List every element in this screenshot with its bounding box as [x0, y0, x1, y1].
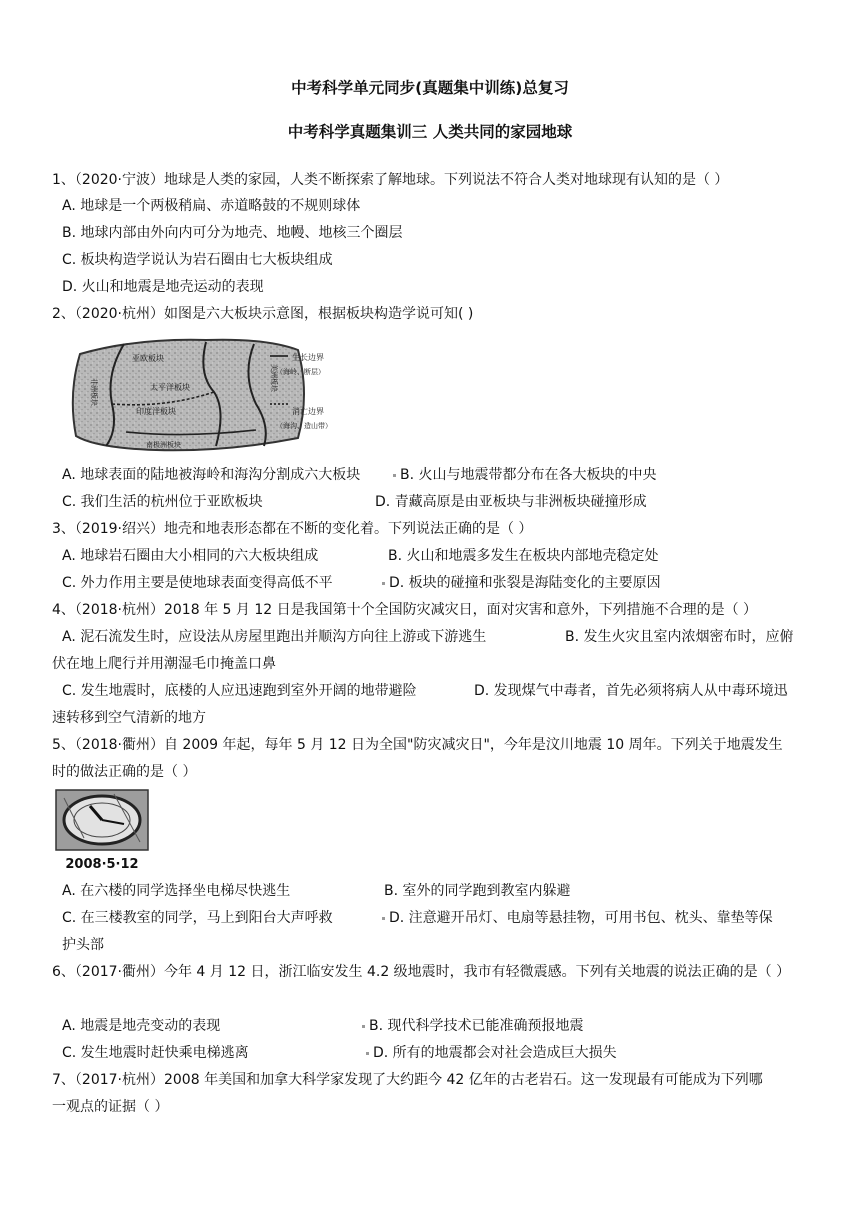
question-2-option-d: D. 青藏高原是由亚板块与非洲板块碰撞形成 [375, 494, 647, 510]
question-2-option-b: B. 火山与地震带都分布在各大板块的中央 [393, 465, 657, 485]
plate-label-pacific: 太平洋板块 [150, 383, 190, 392]
question-6-stem: 6、（2017·衢州）今年 4 月 12 日，浙江临安发生 4.2 级地震时，我市有轻微震感。下列有关地震的说法正确的是（ ） [52, 964, 791, 980]
option-marker-icon [382, 582, 385, 585]
question-6-option-b: B. 现代科学技术已能准确预报地震 [362, 1016, 584, 1036]
question-5-option-c: C. 在三楼教室的同学，马上到阳台大声呼救 [62, 910, 333, 926]
question-2-option-a: A. 地球表面的陆地被海岭和海沟分割成六大板块 [62, 467, 361, 483]
plate-map-figure [66, 334, 356, 456]
question-3-option-a: A. 地球岩石圈由大小相同的六大板块组成 [62, 548, 319, 564]
page-title: 中考科学单元同步(真题集中训练)总复习 [291, 79, 569, 97]
question-1-option-c: C. 板块构造学说认为岩石圈由七大板块组成 [62, 252, 333, 268]
question-1-stem: 1、（2020·宁波）地球是人类的家园，人类不断探索了解地球。下列说法不符合人类对地球现有认知的是（ ） [52, 172, 729, 188]
question-4-option-b-cont: 伏在地上爬行并用潮湿毛巾掩盖口鼻 [52, 656, 276, 672]
option-marker-icon [362, 1025, 365, 1028]
question-1-option-b: B. 地球内部由外向内可分为地壳、地幔、地核三个圈层 [62, 225, 403, 241]
option-marker-icon [366, 1052, 369, 1055]
question-4-stem: 4、（2018·杭州）2018 年 5 月 12 日是我国第十个全国防灾减灾日，面对灾害和意外，下列措施不合理的是（ ） [52, 602, 758, 618]
plate-label-antarctic: 南极洲板块 [146, 441, 181, 449]
question-7-stem: 7、（2017·杭州）2008 年美国和加拿大科学家发现了大约距今 42 亿年的古老岩石。这一发现最有可能成为下列哪 [52, 1072, 763, 1088]
legend-subduct-label: 消亡边界 [292, 407, 324, 416]
option-marker-icon [393, 474, 396, 477]
plate-label-indian: 印度洋板块 [136, 407, 176, 416]
plate-label-africa: 非洲板块 [90, 378, 98, 406]
question-4-option-d: D. 发现煤气中毒者，首先必须将病人从中毒环境迅 [474, 683, 788, 699]
question-5-option-a: A. 在六楼的同学选择坐电梯尽快逃生 [62, 883, 291, 899]
question-6-option-a: A. 地震是地壳变动的表现 [62, 1018, 221, 1034]
question-5-option-b: B. 室外的同学跑到教室内躲避 [384, 883, 571, 899]
question-3-option-d: D. 板块的碰撞和张裂是海陆变化的主要原因 [382, 573, 661, 593]
legend-growth-note: （海岭、断层） [276, 368, 325, 376]
question-4-option-a: A. 泥石流发生时，应设法从房屋里跑出并顺沟方向往上游或下游逃生 [62, 629, 487, 645]
question-5-option-d-cont: 护头部 [62, 937, 104, 953]
legend-growth-label: 生长边界 [292, 353, 324, 362]
question-3-option-b: B. 火山和地震多发生在板块内部地壳稳定处 [388, 548, 659, 564]
question-2-option-c: C. 我们生活的杭州位于亚欧板块 [62, 494, 263, 510]
question-4-option-d-cont: 速转移到空气清新的地方 [52, 710, 206, 726]
page-subtitle: 中考科学真题集训三 人类共同的家园地球 [287, 123, 573, 141]
clock-date-caption: 2008·5·12 [65, 857, 139, 872]
question-5-option-d: D. 注意避开吊灯、电扇等悬挂物，可用书包、枕头、靠垫等保 [382, 908, 773, 928]
question-1-option-d: D. 火山和地震是地壳运动的表现 [62, 279, 264, 295]
question-6-option-c: C. 发生地震时赶快乘电梯逃离 [62, 1045, 249, 1061]
earthquake-clock-figure [54, 788, 150, 874]
legend-subduct-note: （海沟、造山带） [276, 422, 332, 430]
question-3-stem: 3、（2019·绍兴）地壳和地表形态都在不断的变化着。下列说法正确的是（ ） [52, 521, 533, 537]
question-2-stem: 2、（2020·杭州）如图是六大板块示意图，根据板块构造学说可知( ) [52, 306, 474, 322]
question-1-option-a: A. 地球是一个两极稍扁、赤道略鼓的不规则球体 [62, 198, 361, 214]
question-7-stem-cont: 一观点的证据（ ） [52, 1099, 169, 1115]
plate-label-americas: 美洲板块 [270, 364, 278, 392]
option-marker-icon [382, 917, 385, 920]
question-3-option-c: C. 外力作用主要是使地球表面变得高低不平 [62, 575, 333, 591]
question-5-stem-cont: 时的做法正确的是（ ） [52, 764, 197, 780]
plate-label-eurasia: 亚欧板块 [132, 354, 164, 363]
question-5-stem: 5、（2018·衢州）自 2009 年起，每年 5 月 12 日为全国"防灾减灾日"，今年是汶川地震 10 周年。下列关于地震发生 [52, 737, 783, 753]
question-4-option-c: C. 发生地震时，底楼的人应迅速跑到室外开阔的地带避险 [62, 683, 417, 699]
question-6-option-d: D. 所有的地震都会对社会造成巨大损失 [366, 1043, 617, 1063]
question-4-option-b: B. 发生火灾且室内浓烟密布时，应俯 [565, 629, 794, 645]
